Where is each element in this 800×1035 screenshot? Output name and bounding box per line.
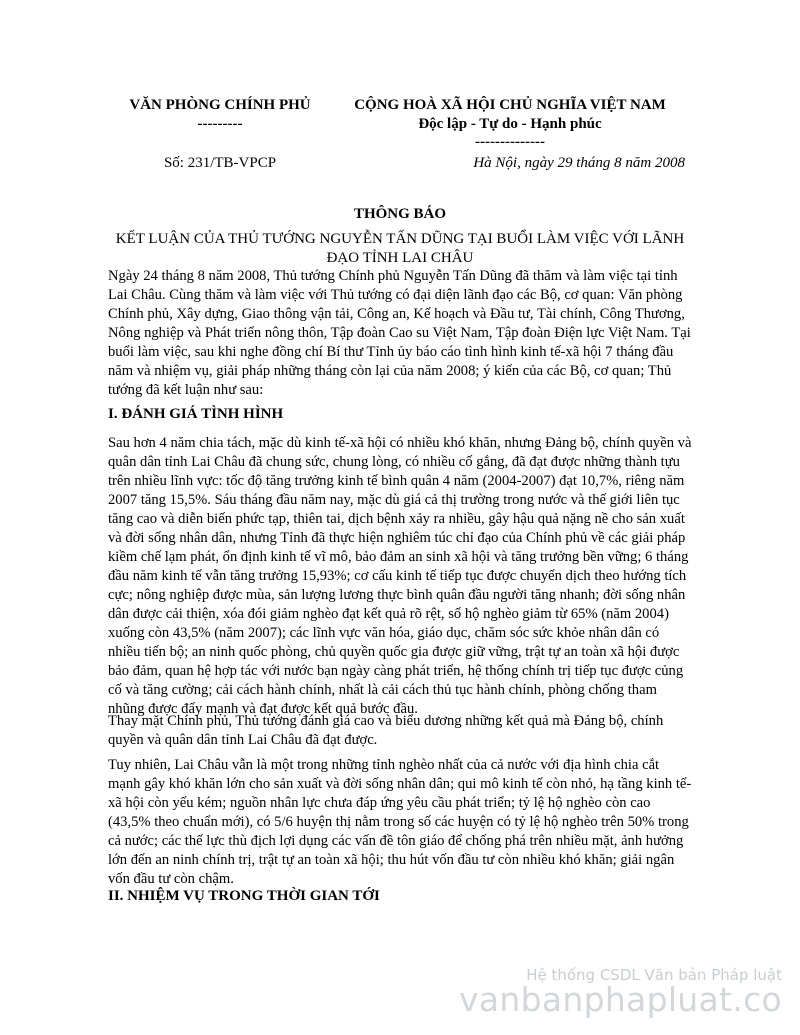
document-subtitle: KẾT LUẬN CỦA THỦ TƯỚNG NGUYỄN TẤN DŨNG TẠI BUỔI LÀM VIỆC VỚI LÃNH ĐẠO TỈNH LAI CHÂU bbox=[115, 231, 685, 266]
document-number: Số: 231/TB-VPCP bbox=[163, 155, 277, 171]
organization-underline: --------- bbox=[197, 116, 243, 132]
section-2-heading: II. NHIỆM VỤ TRONG THỜI GIAN TỚI bbox=[108, 888, 380, 904]
section-1-paragraph-3 bbox=[108, 756, 692, 889]
section-1-paragraph-2 bbox=[108, 712, 692, 750]
intro-text: Ngày 24 tháng 8 năm 2008, Thủ tướng Chính phủ Nguyễn Tấn Dũng đã thăm và làm việc tại tỉnh Lai Châu. Cùng thăm và làm việc với Thủ tướng có đại diện lãnh đạo các Bộ, cơ quan: Văn phòng Chính phủ, Xây dựng, Giao thông vận tải, Công an, Kế hoạch và Đầu tư, Tài chính, Công Thương, Nông nghiệp và Phát triển nông thôn, Tập đoàn Cao su Việt Nam, Tập đoàn Điện lực Việt Nam. Tại buổi làm việc, sau khi nghe đồng chí Bí thư Tỉnh ủy báo cáo tình hình kinh tế-xã hội 7 tháng đầu năm và nhiệm vụ, giải pháp những tháng còn lại của năm 2008; ý kiến của các Bộ, cơ quan; Thủ tướng đã kết luận như sau: bbox=[108, 268, 691, 398]
country-name: CỘNG HOÀ XÃ HỘI CHỦ NGHĨA VIỆT NAM bbox=[354, 97, 666, 113]
watermark-caption: Hệ thống CSDL Văn bản Pháp luật bbox=[526, 966, 782, 984]
document-title: THÔNG BÁO bbox=[353, 206, 447, 222]
section-1-text-2: Thay mặt Chính phủ, Thủ tướng đánh giá cao và biểu dương những kết quả mà Đảng bộ, chính quyền và quân dân tỉnh Lai Châu đã đạt được. bbox=[108, 713, 664, 748]
section-1-paragraph-1 bbox=[108, 434, 692, 719]
national-motto: Độc lập - Tự do - Hạnh phúc bbox=[418, 116, 602, 132]
motto-underline: -------------- bbox=[475, 134, 545, 150]
intro-paragraph bbox=[108, 267, 692, 400]
issuing-organization: VĂN PHÒNG CHÍNH PHỦ bbox=[129, 97, 311, 113]
place-and-date: Hà Nội, ngày 29 tháng 8 năm 2008 bbox=[473, 155, 685, 171]
section-1-heading: I. ĐÁNH GIÁ TÌNH HÌNH bbox=[108, 406, 284, 422]
section-1-text-1: Sau hơn 4 năm chia tách, mặc dù kinh tế-xã hội có nhiều khó khăn, nhưng Đảng bộ, chính quyền và quân dân tỉnh Lai Châu đã chung sức, chung lòng, có nhiều cố gắng, đã đạt được những thành tựu trên nhiều lĩnh vực: tốc độ tăng trưởng kinh tế bình quân 4 năm (2004-2007) đạt 10,7%, riêng năm 2007 tăng 15,5%. Sáu tháng đầu năm nay, mặc dù giá cả thị trường trong nước và thế giới liên tục tăng cao và diễn biến phức tạp, thiên tai, dịch bệnh xảy ra nhiều, gây hậu quả nặng nề cho sản xuất và đời sống nhân dân, nhưng Tỉnh đã thực hiện nghiêm túc chỉ đạo của Chính phủ về các giải pháp kiềm chế lạm phát, ổn định kinh tế vĩ mô, bảo đảm an sinh xã hội và tăng trưởng bền vững; 6 tháng đầu năm kinh tế vẫn tăng trưởng 15,93%; cơ cấu kinh tế tiếp tục được chuyển dịch theo hướng tích cực; nông nghiệp được mùa, sản lượng lương thực bình quân đầu người tăng nhanh; đời sống nhân dân được cải thiện, xóa đói giảm nghèo đạt kết quả rõ rệt, số hộ nghèo giảm từ 65% (năm 2004) xuống còn 43,5% (năm 2007); các lĩnh vực văn hóa, giáo dục, chăm sóc sức khỏe nhân dân có nhiều tiến bộ; an ninh quốc phòng, chủ quyền quốc gia được giữ vững, trật tự an toàn xã hội được bảo đảm, quan hệ hợp tác với nước bạn ngày càng phát triển, hệ thống chính trị tiếp tục được củng cố và tăng cường; cải cách hành chính, nhất là cải cách thủ tục hành chính, phòng chống tham nhũng được đẩy mạnh và đạt được kết quả bước đầu. bbox=[108, 435, 692, 717]
section-1-text-3: Tuy nhiên, Lai Châu vẫn là một trong những tỉnh nghèo nhất của cả nước với địa hình chia cắt mạnh gây khó khăn lớn cho sản xuất và đời sống nhân dân; qui mô kinh tế còn nhỏ, hạ tầng kinh tế-xã hội còn yếu kém; nguồn nhân lực chưa đáp ứng yêu cầu phát triển; tỷ lệ hộ nghèo còn cao (43,5% theo chuẩn mới), có 5/6 huyện thị nằm trong số các huyện có tỷ lệ hộ nghèo trên 50% trong cả nước; các thế lực thù địch lợi dụng các vấn đề tôn giáo để chống phá trên nhiều mặt, ảnh hưởng lớn đến an ninh chính trị, trật tự an toàn xã hội; thu hút vốn đầu tư còn nhiều khó khăn; giải ngân vốn đầu tư còn chậm. bbox=[108, 757, 692, 887]
watermark-domain: vanbanphapluat.co bbox=[459, 980, 782, 1019]
